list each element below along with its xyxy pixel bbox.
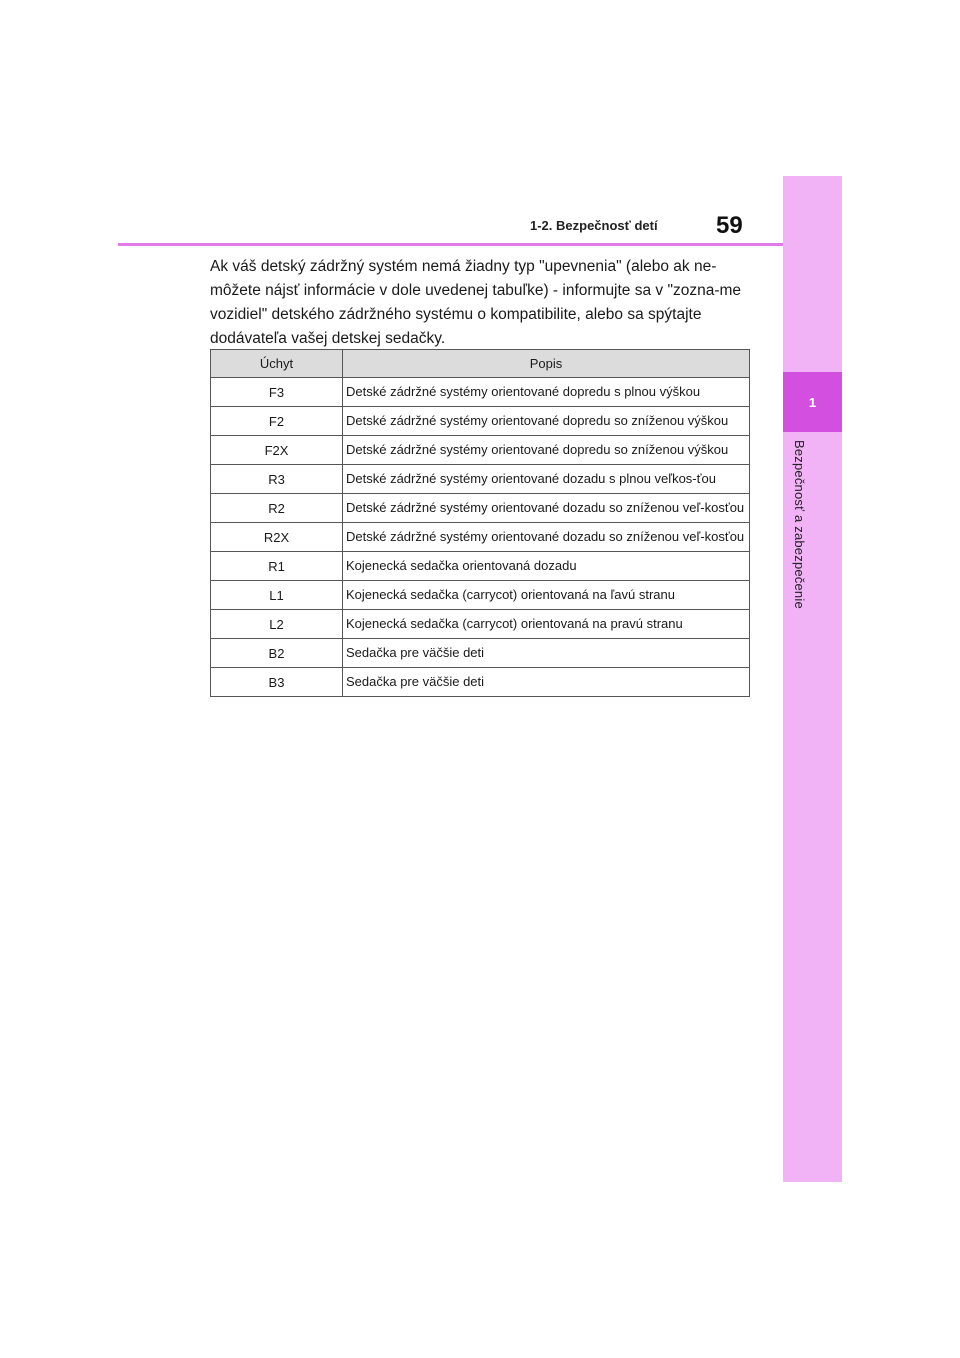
fixture-description: Kojenecká sedačka (carrycot) orientovaná na ľavú stranu (343, 581, 750, 610)
fixture-table (210, 349, 750, 697)
chapter-number: 1 (808, 394, 817, 410)
fixture-description: Kojenecká sedačka orientovaná dozadu (343, 552, 750, 581)
table-row (211, 610, 750, 639)
fixture-description: Detské zádržné systémy orientované dopredu so zníženou výškou (343, 436, 750, 465)
intro-paragraph: Ak váš detský zádržný systém nemá žiadny typ "upevnenia" (alebo ak ne-môžete nájsť informácie v dole uvedenej tabuľke) - informujte sa v "zozna-me vozidiel" detského zádržného systému o kompatibilite, alebo sa spýtajte dodávateľa vašej detskej sedačky. (210, 258, 742, 347)
header-rule (118, 243, 783, 246)
fixture-code: B2 (211, 639, 343, 668)
fixture-description: Detské zádržné systémy orientované dopredu so zníženou výškou (343, 407, 750, 436)
fixture-code: L1 (211, 581, 343, 610)
fixture-description: Kojenecká sedačka (carrycot) orientovaná na pravú stranu (343, 610, 750, 639)
fixture-description: Detské zádržné systémy orientované dopredu s plnou výškou (343, 378, 750, 407)
table-row (211, 436, 750, 465)
fixture-code: L2 (211, 610, 343, 639)
chapter-title: Bezpečnosť a zabezpečenie (792, 440, 807, 609)
table-header-row (211, 350, 750, 378)
fixture-code: R2X (211, 523, 343, 552)
fixture-code: B3 (211, 668, 343, 697)
fixture-code: R1 (211, 552, 343, 581)
table-row (211, 465, 750, 494)
table-row (211, 668, 750, 697)
table-row (211, 639, 750, 668)
fixture-code: R3 (211, 465, 343, 494)
fixture-description: Sedačka pre väčšie deti (343, 668, 750, 697)
table-row (211, 581, 750, 610)
column-header-description: Popis (343, 350, 750, 378)
chapter-side-tab (783, 176, 842, 1182)
fixture-code: F2X (211, 436, 343, 465)
fixture-description: Detské zádržné systémy orientované dozadu so zníženou veľ-kosťou (343, 523, 750, 552)
column-header-fixture: Úchyt (211, 350, 343, 378)
fixture-code: F2 (211, 407, 343, 436)
fixture-description: Detské zádržné systémy orientované dozadu s plnou veľkos-ťou (343, 465, 750, 494)
fixture-code: F3 (211, 378, 343, 407)
table-row (211, 407, 750, 436)
table-row (211, 494, 750, 523)
fixture-description: Detské zádržné systémy orientované dozadu so zníženou veľ-kosťou (343, 494, 750, 523)
chapter-number-tab[interactable] (783, 372, 842, 432)
fixture-code: R2 (211, 494, 343, 523)
table-row (211, 552, 750, 581)
table-row (211, 523, 750, 552)
section-title: 1-2. Bezpečnosť detí (530, 218, 658, 233)
page-number: 59 (716, 212, 743, 239)
fixture-description: Sedačka pre väčšie deti (343, 639, 750, 668)
table-row (211, 378, 750, 407)
